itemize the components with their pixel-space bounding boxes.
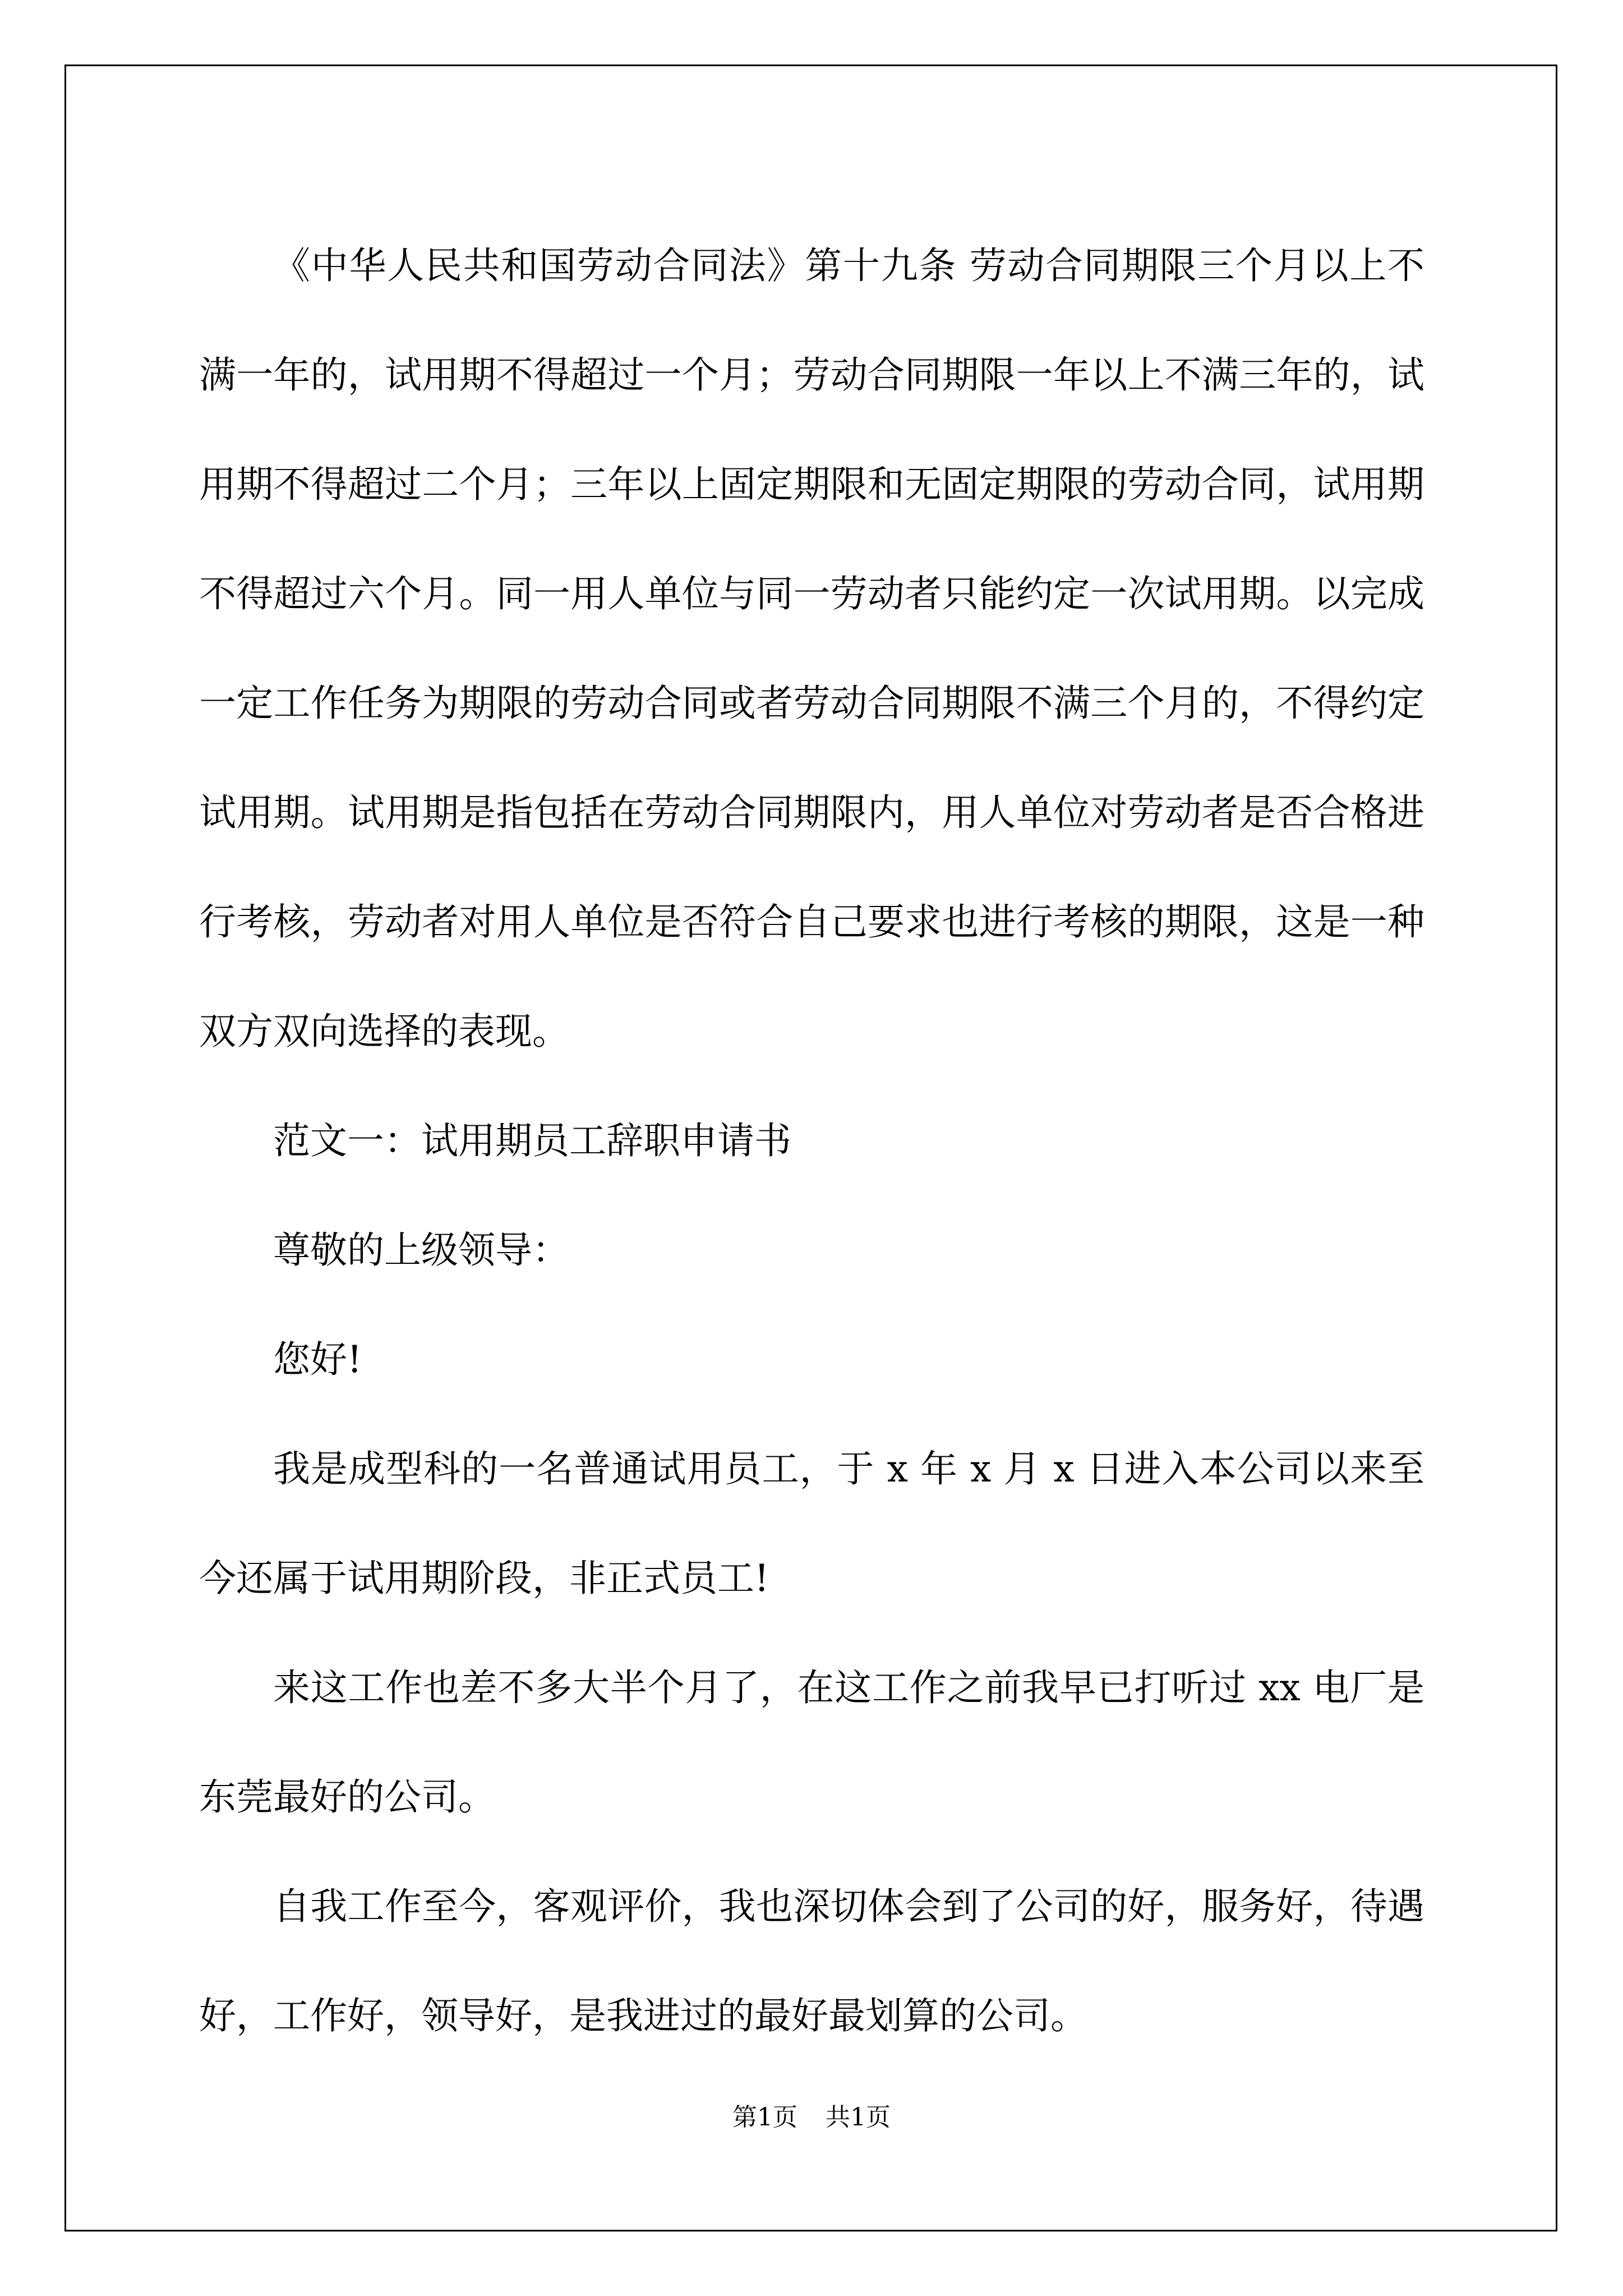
page-number-total: 共1页 xyxy=(826,2103,891,2132)
page-number-current: 第1页 xyxy=(732,2103,797,2132)
paragraph-law-article: 《中华人民共和国劳动合同法》第十九条 劳动合同期限三个月以上不满一年的，试用期不得超过一个月；劳动合同期限一年以上不满三年的，试用期不得超过二个月；三年以上固定期限和无固定期限的劳动合同，试用期不得超过六个月。同一用人单位与同一劳动者只能约定一次试用期。以完成一定工作任务为期限的劳动合同或者劳动合同期限不满三个月的，不得约定试用期。试用期是指包括在劳动合同期限内，用人单位对劳动者是否合格进行考核，劳动者对用人单位是否符合自己要求也进行考核的期限，这是一种双方双向选择的表现。 xyxy=(199,244,1424,1053)
document-body xyxy=(199,211,1424,2070)
paragraph-greeting: 您好! xyxy=(273,1338,362,1381)
paragraph-introduction: 我是成型科的一名普通试用员工，于 x 年 x 月 x 日进入本公司以来至今还属于试用期阶段，非正式员工! xyxy=(199,1447,1424,1600)
paragraph-background: 来这工作也差不多大半个月了，在这工作之前我早已打听过 xx 电厂是东莞最好的公司。 xyxy=(199,1666,1424,1819)
paragraph-evaluation: 自我工作至今，客观评价，我也深切体会到了公司的好，服务好，待遇好，工作好，领导好，是我进过的最好最划算的公司。 xyxy=(199,1885,1424,2037)
page-footer xyxy=(0,2097,1623,2133)
paragraph-salutation: 尊敬的上级领导： xyxy=(273,1228,569,1272)
paragraph-sample-title: 范文一：试用期员工辞职申请书 xyxy=(273,1119,791,1162)
